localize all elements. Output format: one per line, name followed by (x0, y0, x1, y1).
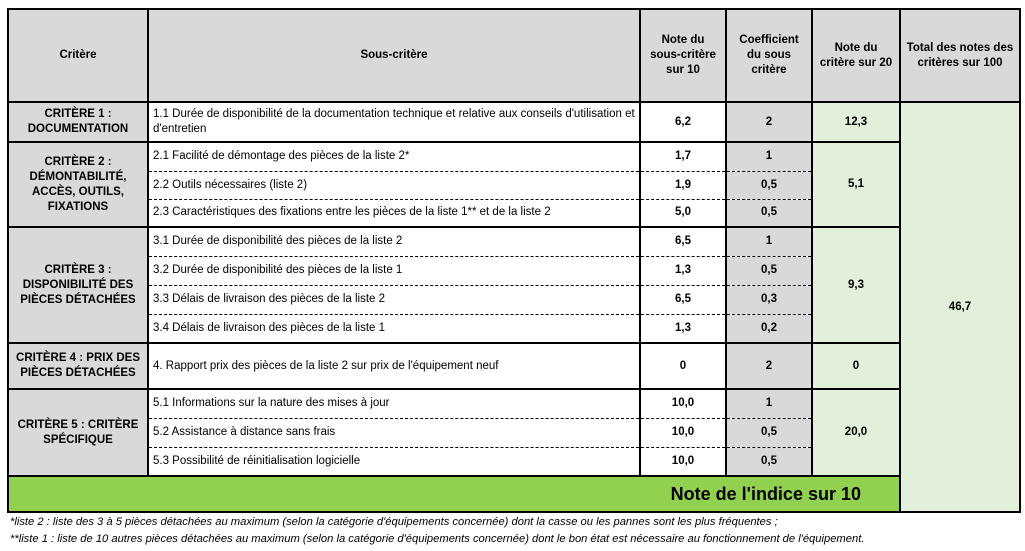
table-row (8, 227, 1020, 256)
header-row (8, 9, 1020, 102)
subcriterion-note: 1,3 (640, 256, 726, 285)
subcriterion-coef: 2 (726, 343, 812, 389)
table-row (8, 142, 1020, 171)
subcriterion-label: 5.2 Assistance à distance sans frais (148, 418, 640, 447)
footnote-liste-1: **liste 1 : liste de 10 autres pièces détachées au maximum (selon la catégorie d'équipements concernée) dont le bon état est nécessaire au fonctionnement de l'équipement. (10, 533, 865, 545)
header-note-sous-critere: Note du sous-critère sur 10 (640, 9, 726, 102)
final-label: Note de l'indice sur 10 (8, 476, 900, 512)
table-row (8, 389, 1020, 418)
subcriterion-note: 1,7 (640, 142, 726, 171)
criterion-note20: 20,0 (812, 389, 900, 476)
subcriterion-label: 2.3 Caractéristiques des fixations entre les pièces de la liste 1** et de la liste 2 (148, 199, 640, 227)
header-critere: Critère (8, 9, 148, 102)
header-coefficient: Coefficient du sous critère (726, 9, 812, 102)
subcriterion-label: 4. Rapport prix des pièces de la liste 2 sur prix de l'équipement neuf (148, 343, 640, 389)
header-sous-critere: Sous-critère (148, 9, 640, 102)
subcriterion-note: 1,9 (640, 171, 726, 199)
total-score: 46,7 (900, 102, 1020, 512)
subcriterion-coef: 1 (726, 142, 812, 171)
subcriterion-note: 0 (640, 343, 726, 389)
subcriterion-coef: 0,2 (726, 314, 812, 343)
subcriterion-label: 5.3 Possibilité de réinitialisation logicielle (148, 447, 640, 476)
subcriterion-note: 6,5 (640, 285, 726, 314)
subcriterion-label: 5.1 Informations sur la nature des mises à jour (148, 389, 640, 418)
subcriterion-note: 10,0 (640, 389, 726, 418)
subcriterion-coef: 0,5 (726, 256, 812, 285)
criterion-name: CRITÈRE 1 : DOCUMENTATION (8, 102, 148, 142)
subcriterion-coef: 0,5 (726, 447, 812, 476)
subcriterion-label: 2.2 Outils nécessaires (liste 2) (148, 171, 640, 199)
subcriterion-coef: 1 (726, 389, 812, 418)
criterion-name: CRITÈRE 3 : DISPONIBILITÉ DES PIÈCES DÉTACHÉES (8, 227, 148, 343)
subcriterion-coef: 0,5 (726, 418, 812, 447)
criterion-name: CRITÈRE 5 : CRITÈRE SPÉCIFIQUE (8, 389, 148, 476)
subcriterion-label: 3.1 Durée de disponibilité des pièces de la liste 2 (148, 227, 640, 256)
subcriterion-note: 10,0 (640, 447, 726, 476)
header-total: Total des notes des critères sur 100 (900, 9, 1020, 102)
criterion-note20: 12,3 (812, 102, 900, 142)
criterion-note20: 0 (812, 343, 900, 389)
subcriterion-coef: 0,5 (726, 171, 812, 199)
subcriterion-coef: 2 (726, 102, 812, 142)
criterion-name: CRITÈRE 4 : PRIX DES PIÈCES DÉTACHÉES (8, 343, 148, 389)
subcriterion-coef: 0,3 (726, 285, 812, 314)
criterion-note20: 5,1 (812, 142, 900, 227)
criterion-name: CRITÈRE 2 : DÉMONTABILITÉ, ACCÈS, OUTILS, FIXATIONS (8, 142, 148, 227)
subcriterion-label: 3.2 Durée de disponibilité des pièces de la liste 1 (148, 256, 640, 285)
table-row (8, 343, 1020, 389)
subcriterion-coef: 0,5 (726, 199, 812, 227)
subcriterion-label: 3.4 Délais de livraison des pièces de la liste 1 (148, 314, 640, 343)
subcriterion-note: 5,0 (640, 199, 726, 227)
subcriterion-coef: 1 (726, 227, 812, 256)
subcriterion-note: 10,0 (640, 418, 726, 447)
subcriterion-note: 6,5 (640, 227, 726, 256)
subcriterion-label: 2.1 Facilité de démontage des pièces de la liste 2* (148, 142, 640, 171)
subcriterion-label: 1.1 Durée de disponibilité de la documentation technique et relative aux conseils d'utilisation et d'entretien (148, 102, 640, 142)
repairability-table (7, 8, 1021, 513)
subcriterion-label: 3.3 Délais de livraison des pièces de la liste 2 (148, 285, 640, 314)
subcriterion-note: 1,3 (640, 314, 726, 343)
header-note-critere: Note du critère sur 20 (812, 9, 900, 102)
criterion-note20: 9,3 (812, 227, 900, 343)
table-row (8, 102, 1020, 142)
footnote-liste-2: *liste 2 : liste des 3 à 5 pièces détachées au maximum (selon la catégorie d'équipements concernée) dont la casse ou les pannes sont les plus fréquentes ; (10, 516, 778, 528)
subcriterion-note: 6,2 (640, 102, 726, 142)
final-row (8, 476, 1020, 512)
